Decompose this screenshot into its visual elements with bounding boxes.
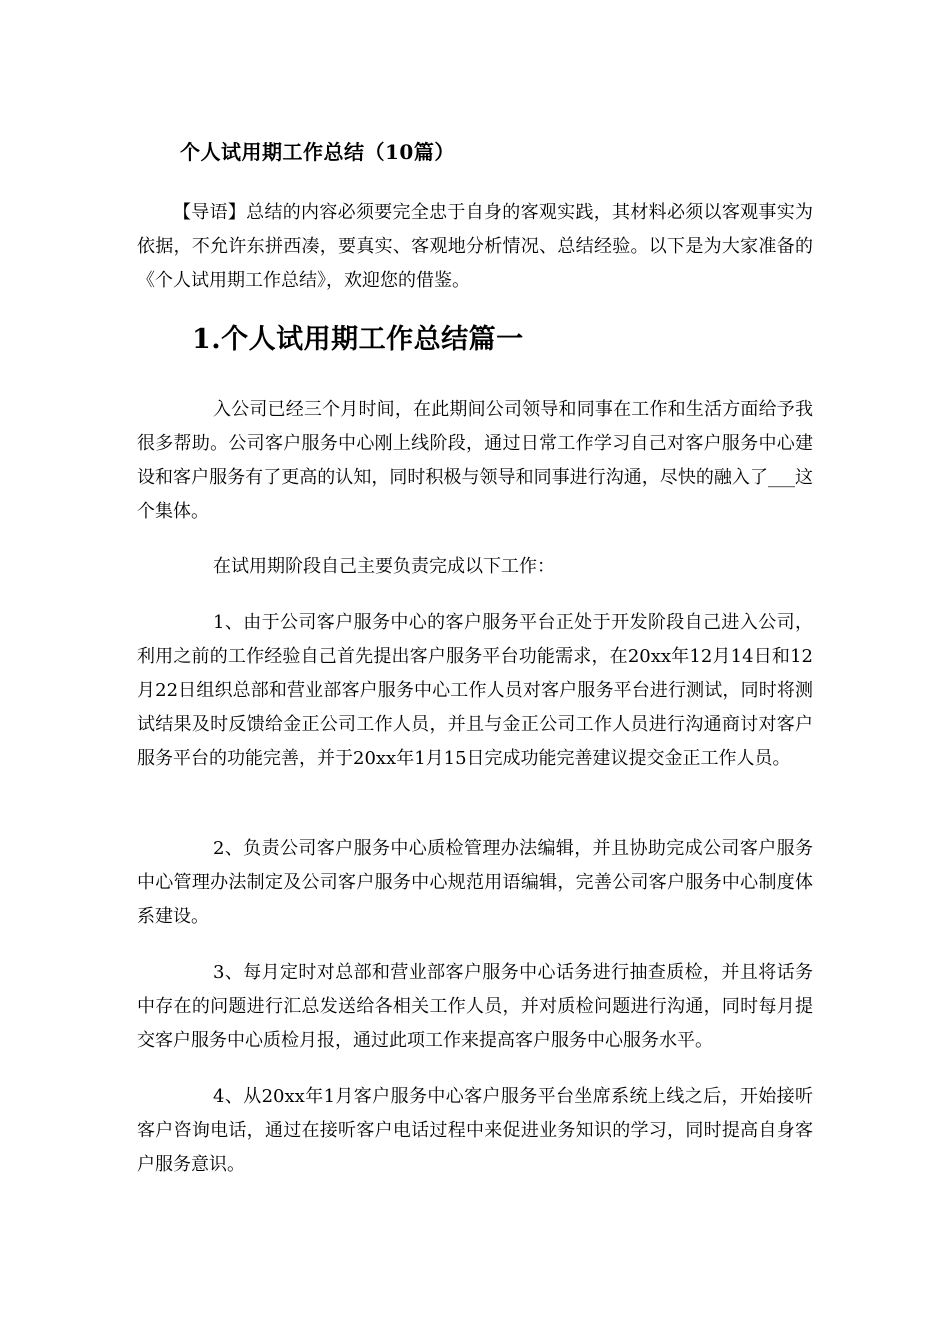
body-paragraph-intro: 入公司已经三个月时间，在此期间公司领导和同事在工作和生活方面给予我很多帮助。公司客户服务中心刚上线阶段，通过日常工作学习自己对客户服务中心建设和客户服务有了更高的认知，同时积极与领导和同事进行沟通，尽快的融入了___这个集体。: [137, 399, 813, 522]
body-paragraph-tasks-lead: 在试用期阶段自己主要负责完成以下工作：: [213, 556, 555, 577]
section-heading: 1.个人试用期工作总结篇一: [192, 324, 524, 355]
body-paragraph-item-1: 1、由于公司客户服务中心的客户服务平台正处于开发阶段自己进入公司，利用之前的工作经验自己首先提出客户服务平台功能需求，在20xx年12月14日和12月22日组织总部和营业部客户服务中心工作人员对客户服务平台进行测试，同时将测试结果及时反馈给金正公司工作人员，并且与金正公司工作人员进行沟通商讨对客户服务平台的功能完善，并于20xx年1月15日完成功能完善建议提交金正工作人员。: [137, 612, 813, 769]
intro-paragraph: 【导语】总结的内容必须要完全忠于自身的客观实践，其材料必须以客观事实为依据，不允许东拼西凑，要真实、客观地分析情况、总结经验。以下是为大家准备的《个人试用期工作总结》，欢迎您的借鉴。: [137, 202, 813, 291]
document-title: 个人试用期工作总结（10篇）: [180, 140, 455, 164]
body-paragraph-item-3: 3、每月定时对总部和营业部客户服务中心话务进行抽查质检，并且将话务中存在的问题进行汇总发送给各相关工作人员，并对质检问题进行沟通，同时每月提交客户服务中心质检月报，通过此项工作来提高客户服务中心服务水平。: [137, 962, 813, 1051]
body-paragraph-item-4: 4、从20xx年1月客户服务中心客户服务平台坐席系统上线之后，开始接听客户咨询电话，通过在接听客户电话过程中来促进业务知识的学习，同时提高自身客户服务意识。: [137, 1086, 813, 1175]
body-paragraph-item-2: 2、负责公司客户服务中心质检管理办法编辑，并且协助完成公司客户服务中心管理办法制定及公司客户服务中心规范用语编辑，完善公司客户服务中心制度体系建设。: [137, 838, 813, 927]
